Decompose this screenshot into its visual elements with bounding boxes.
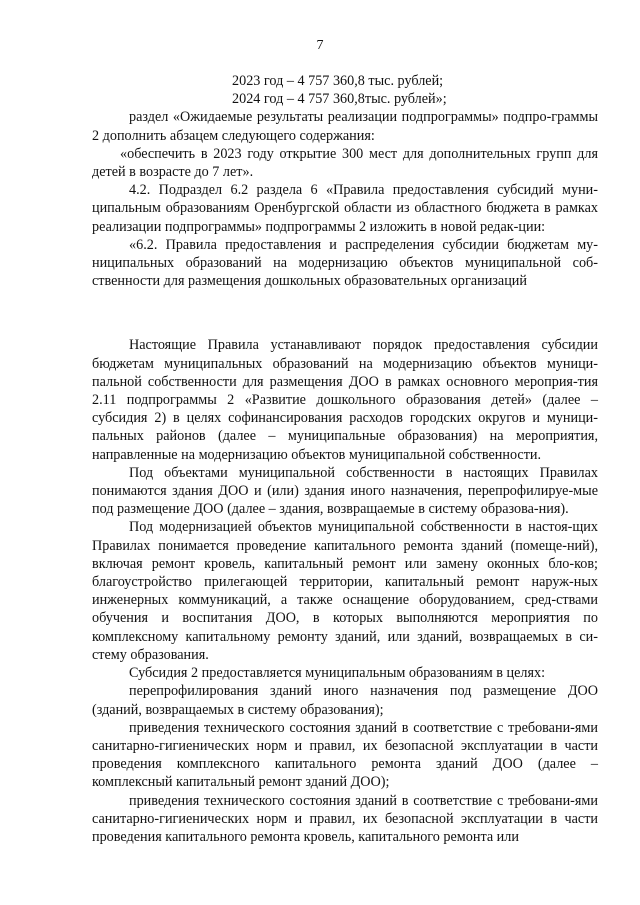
paragraph: 2024 год – 4 757 360,8тыс. рублей»; — [232, 91, 447, 108]
document-body — [92, 72, 598, 846]
paragraph-gap — [92, 290, 598, 336]
paragraph: Субсидия 2 предоставляется муниципальным образованиям в целях: — [129, 665, 546, 682]
paragraph: Настоящие Правила устанавливают порядок предоставления субсидии бюджетам муниципальных образований на модернизацию объектов муници-пальной собственности для размещения ДОО в рамках основного мероприя-тия 2.11 подпрограммы 2 «Развитие дошкольного образования детей» (далее – субсидия 2) в целях софинансирования расходов городских округов и муници-пальных районов (далее – муниципальные образования) на мероприятия, направленные на модернизацию объектов муниципальной собственности. — [92, 337, 598, 463]
paragraph: приведения технического состояния зданий в соответствие с требовани-ями санитарно-гигиенических норм и правил, их безопасной эксплуатации в части проведения капитального ремонта кровель, капитального ремонта или — [92, 792, 598, 845]
paragraph: перепрофилирования зданий иного назначения под размещение ДОО (зданий, возвращаемых в систему образования); — [92, 683, 598, 718]
paragraph: раздел «Ожидаемые результаты реализации подпрограммы» подпро-граммы 2 дополнить абзацем следующего содержания: — [92, 109, 598, 144]
paragraph: приведения технического состояния зданий в соответствие с требовани-ями санитарно-гигиенических норм и правил, их безопасной эксплуатации в части проведения комплексного капитального ремонта зданий ДОО (далее – комплексный капитальный ремонт зданий ДОО); — [92, 719, 598, 791]
paragraph: Под объектами муниципальной собственности в настоящих Правилах понимаются здания ДОО и (или) здания иного назначения, перепрофилируе-мые под размещение ДОО (далее – здания, возвращаемые в систему образова-ния). — [92, 464, 598, 518]
paragraph: «6.2. Правила предоставления и распределения субсидии бюджетам му-ниципальных образований на модернизацию объектов муниципальной соб-ственности для размещения дошкольных образовательных организаций — [92, 236, 598, 290]
page-number: 7 — [316, 38, 324, 53]
paragraph: 2023 год – 4 757 360,8 тыс. рублей; — [232, 73, 444, 89]
paragraph: Под модернизацией объектов муниципальной собственности в настоя-щих Правилах понимается проведение капитального ремонта зданий (помеще-ний), включая ремонт кровель, капитальный ремонт или замену оконных бло-ков; благоустройство прилегающей территории, капитальный ремонт наруж-ных инженерных коммуникаций, а также оснащение оборудованием, сред-ствами обучения и воспитания ДОО, в которых выполняются мероприятия по комплексному капитальному ремонту зданий, или зданий, возвращаемых в си-стему образования. — [92, 519, 598, 663]
paragraph: 4.2. Подраздел 6.2 раздела 6 «Правила предоставления субсидий муни-ципальным образованиям Оренбургской области из областного бюджета в рамках реализации подпрограммы» подпрограммы 2 изложить в новой редак-ции: — [92, 182, 598, 235]
paragraph: «обеспечить в 2023 году открытие 300 мест для дополнительных групп для детей в возрасте до 7 лет». — [92, 145, 598, 181]
